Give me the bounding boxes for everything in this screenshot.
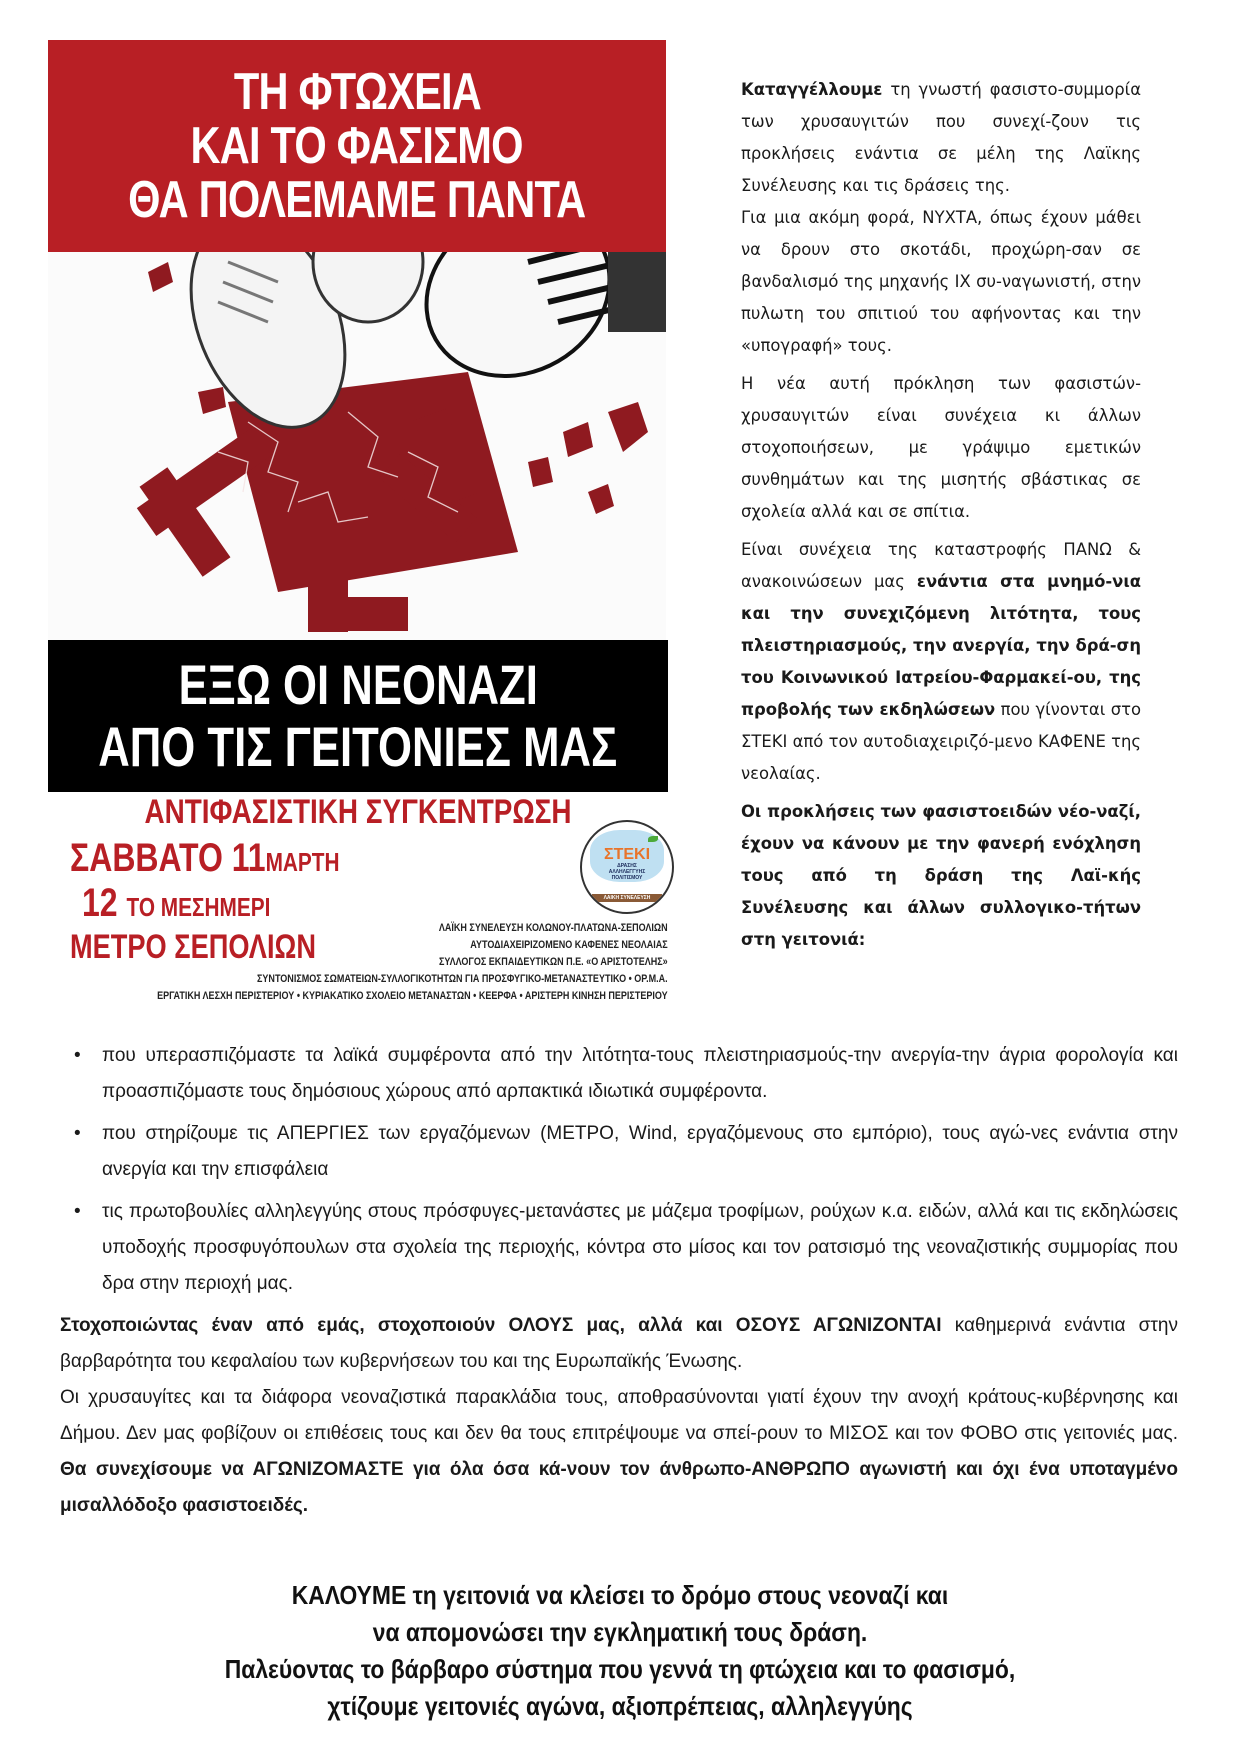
bullet-text: που στηρίζουμε τις ΑΠΕΡΓΙΕΣ των εργαζόμενων (ΜΕΤΡΟ, Wind, εργαζόμενους στο εμπόριο), τους αγώ-νες ενάντια στην ανεργία και την επισφάλεια: [102, 1123, 1178, 1180]
bullet-item: [68, 1116, 1178, 1188]
paragraph-text: τη γνωστή φασιστο-συμμορία των χρυσαυγιτών που συνεχί-ζουν τις προκλήσεις ενάντια σε μέλη της Λαϊκης Συνέλευσης και τις δράσεις της.: [741, 80, 1141, 195]
poster: [48, 40, 668, 1015]
paragraph-text: καθημερινά ενάντια στην βαρβαρότητα του κεφαλαίου των κυβερνήσεων του και της Ευρωπαϊκής Ένωσης.: [60, 1315, 1178, 1372]
slogan-banner: [48, 640, 668, 792]
organizations-list: [45, 920, 668, 1005]
organization: ΕΡΓΑΤΙΚΗ ΛΕΣΧΗ ΠΕΡΙΣΤΕΡΙΟΥ • ΚΥΡΙΑΚΑΤΙΚΟ ΣΧΟΛΕΙΟ ΜΕΤΑΝΑΣΤΩΝ • ΚΕΕΡΦΑ • ΑΡΙΣΤΕΡΗ ΚΙΝΗΣΗ ΠΕΡΙΣΤΕΡΙΟΥ: [157, 990, 668, 1002]
organization: ΣΥΝΤΟΝΙΣΜΟΣ ΣΩΜΑΤΕΙΩΝ-ΣΥΛΛΟΓΙΚΟΤΗΤΩΝ ΓΙΑ ΠΡΟΣΦΥΓΙΚΟ-ΜΕΤΑΝΑΣΤΕΥΤΙΚΟ • ΟΡ.Μ.Α.: [257, 973, 668, 985]
paragraph: [60, 1380, 1178, 1524]
logo-tagline: ΔΡΑΣΗΣ: [617, 863, 637, 869]
logo-tagline: ΑΛΛΗΛΕΓΓΥΗΣ: [608, 869, 646, 875]
bullet-icon: •: [74, 1123, 81, 1144]
slogan-line: ΑΠΟ ΤΙΣ ΓΕΙΤΟΝΙΕΣ ΜΑΣ: [98, 715, 618, 778]
statement-body: [60, 1038, 1178, 1524]
event-hour: 12: [82, 881, 118, 925]
logo-leaf-icon: [648, 836, 658, 842]
event-month: ΜΑΡΤΗ: [265, 847, 340, 877]
organization: ΛΑΪΚΗ ΣΥΝΕΛΕΥΣΗ ΚΟΛΩΝΟΥ-ΠΛΑΤΩΝΑ-ΣΕΠΟΛΙΩΝ: [439, 922, 668, 934]
paragraph: Η νέα αυτή πρόκληση των φασιστών-χρυσαυγιτών είναι συνέχεια κι άλλων στοχοποιήσεων, με γράψιμο εμετικών συνθημάτων και της μισητής σβάστικας σε σχολεία αλλά και σε σπίτια.: [741, 374, 1141, 521]
paragraph-text: Είναι συνέχεια της καταστροφής ΠΑΝΩ & ανακοινώσεων μας: [741, 540, 1141, 591]
closing-line: ΚΑΛΟΥΜΕ τη γειτονιά να κλείσει το δρόμο στους νεοναζί και: [291, 1580, 949, 1610]
broken-swastika-sneakers-illustration: [48, 252, 666, 642]
paragraph-text: που γίνονται στο ΣΤΕΚΙ από τον αυτοδιαχειριζό-μενο ΚΑΦΕΝΕ της νεολαίας.: [741, 700, 1141, 783]
statement-column: [741, 74, 1141, 962]
bullet-icon: •: [74, 1201, 81, 1222]
bold-text: Θα συνεχίσουμε να ΑΓΩΝΙΖΟΜΑΣΤΕ για όλα όσα κά-νουν τον άνθρωπο-ΑΝΘΡΩΠΟ αγωνιστή και όχι ένα υποταγμένο μισαλλόδοξο φασιστοειδές.: [60, 1459, 1178, 1516]
bullet-text: τις πρωτοβουλίες αλληλεγγύης στους πρόσφυγες-μετανάστες με μάζεμα τροφίμων, ρούχων κ.α. ειδών, αλλά και τις εκδηλώσεις υποδοχής προσφυγόπουλων στα σχολεία της περιοχής, κόντρα στο μίσος και τον ρατσισμό της νεοναζιστικής συμμορίας που δρα στην περιοχή μας.: [102, 1201, 1178, 1294]
event-day: ΣΑΒΒΑΤΟ 11: [70, 836, 266, 880]
event-place: ΜΕΤΡΟ ΣΕΠΟΛΙΩΝ: [70, 928, 316, 966]
closing-line: χτίζουμε γειτονιές αγώνα, αξιοπρέπειας, αλληλεγγύης: [327, 1691, 913, 1721]
bullet-item: [68, 1194, 1178, 1302]
slogan-line: ΕΞΩ ΟΙ ΝΕΟΝΑΖΙ: [178, 653, 538, 716]
paragraph: Για μια ακόμη φορά, ΝΥΧΤΑ, όπως έχουν μάθει να δρουν στο σκοτάδι, προχώρη-σαν σε βανδαλισμό της μηχανής ΙΧ συ-ναγωνιστή, στην πυλωτη του σπιτιού του αφήνοντας και την «υπογραφή» τους.: [741, 208, 1141, 355]
headline-line: ΚΑΙ ΤΟ ΦΑΣΙΣΜΟ: [190, 117, 524, 175]
bold-text: Στοχοποιώντας έναν από εμάς, στοχοποιούν ΟΛΟΥΣ μας, αλλά και ΟΣΟΥΣ ΑΓΩΝΙΖΟΝΤΑΙ: [60, 1315, 942, 1336]
bullet-item: [68, 1038, 1178, 1110]
organization: ΑΥΤΟΔΙΑΧΕΙΡΙΖΟΜΕΝΟ ΚΑΦΕΝΕΣ ΝΕΟΛΑΙΑΣ: [470, 939, 668, 951]
paragraph: [741, 796, 1141, 956]
logo-band: ΛΑΙΚΗ ΣΥΝΕΛΕΥΣΗ: [592, 894, 662, 902]
paragraph-text: Οι χρυσαυγίτες και τα διάφορα νεοναζιστικά παρακλάδια τους, αποθρασύνονται γιατί έχουν την ανοχή κράτους-κυβέρνησης και Δήμου. Δεν μας φοβίζουν οι επιθέσεις τους και δεν θα τους επιτρέψουμε να σπεί-ρουν το ΜΙΣΟΣ και τον ΦΟΒΟ στις γειτονιές μας.: [60, 1387, 1178, 1444]
bold-text: Οι προκλήσεις των φασιστοειδών νέο-ναζί, έχουν να κάνουν με την φανερή ενόχληση τους από τη δράση της Λαϊ-κής Συνέλευσης και άλλων συλλογικο-τήτων στη γειτονιά:: [741, 802, 1141, 949]
paragraph: [741, 74, 1141, 202]
poster-photo: [48, 252, 666, 642]
organization: ΣΥΛΛΟΓΟΣ ΕΚΠΑΙΔΕΥΤΙΚΩΝ Π.Ε. «Ο ΑΡΙΣΤΟΤΕΛΗΣ»: [439, 956, 668, 968]
headline-line: ΤΗ ΦΤΩΧΕΙΑ: [233, 63, 481, 121]
paragraph: [60, 1308, 1178, 1380]
closing-line: Παλεύοντας το βάρβαρο σύστημα που γεννά τη φτώχεια και το φασισμό,: [224, 1654, 1016, 1684]
bold-text: ενάντια στα μνημό-νια και την συνεχιζόμενη λιτότητα, τους πλειστηριασμούς, την ανεργία, την δρά-ση του Κοινωνικού Ιατρείου-Φαρμακεί-ου, της προβολής των εκδηλώσεων: [741, 572, 1141, 719]
headline-banner: [48, 40, 666, 252]
closing-call: [60, 1577, 1180, 1725]
bold-lead: Καταγγέλλουμε: [741, 80, 883, 99]
event-date: [70, 837, 340, 883]
bullet-list: [68, 1038, 1178, 1302]
steki-logo: [580, 820, 674, 914]
event-subtitle: ΑΝΤΙΦΑΣΙΣΤΙΚΗ ΣΥΓΚΕΝΤΡΩΣΗ: [144, 793, 572, 831]
paragraph: [741, 534, 1141, 790]
logo-name: ΣΤΕΚΙ: [603, 846, 651, 863]
headline-line: ΘΑ ΠΟΛΕΜΑΜΕ ΠΑΝΤΑ: [128, 171, 586, 229]
closing-line: να απομονώσει την εγκληματική τους δράση.: [372, 1617, 868, 1647]
event-time-label: ΤΟ ΜΕΣΗΜΕΡΙ: [126, 892, 271, 922]
logo-tagline: ΠΟΛΙΤΙΣΜΟΥ: [611, 875, 643, 881]
bullet-text: που υπερασπιζόμαστε τα λαϊκά συμφέροντα από την λιτότητα-τους πλειστηριασμούς-την ανεργία-την άγρια φορολογία και προασπιζόμαστε τους δημόσιους χώρους από αρπακτικά ιδιωτικά συμφέροντα.: [102, 1045, 1178, 1102]
bullet-icon: •: [74, 1045, 81, 1066]
